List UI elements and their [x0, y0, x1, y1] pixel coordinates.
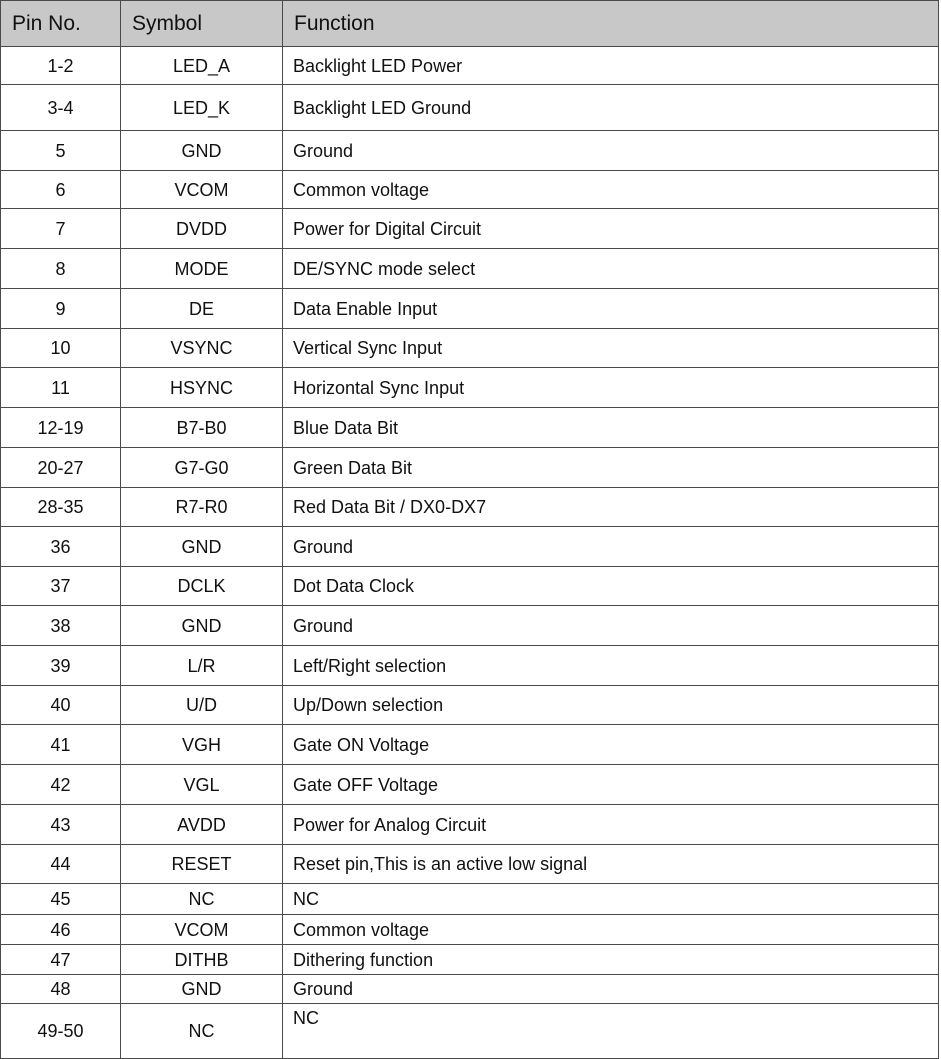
function-cell: Dithering function [283, 945, 939, 975]
pin-number-cell: 8 [1, 249, 121, 289]
function-cell: Green Data Bit [283, 448, 939, 488]
function-cell: Horizontal Sync Input [283, 368, 939, 408]
symbol-cell: GND [121, 975, 283, 1004]
table-row [1, 805, 939, 845]
table-row [1, 171, 939, 209]
pin-number-cell: 45 [1, 884, 121, 915]
symbol-cell: R7-R0 [121, 488, 283, 527]
table-row [1, 131, 939, 171]
pin-number-cell: 49-50 [1, 1004, 121, 1059]
table-row [1, 845, 939, 884]
symbol-cell: DVDD [121, 209, 283, 249]
symbol-cell: LED_A [121, 47, 283, 85]
table-row [1, 289, 939, 329]
function-cell: Red Data Bit / DX0-DX7 [283, 488, 939, 527]
table-row [1, 945, 939, 975]
pin-number-cell: 42 [1, 765, 121, 805]
function-cell: Common voltage [283, 171, 939, 209]
symbol-cell: DITHB [121, 945, 283, 975]
table-row [1, 725, 939, 765]
table-row [1, 329, 939, 368]
symbol-cell: GND [121, 131, 283, 171]
pin-number-cell: 11 [1, 368, 121, 408]
table-row [1, 209, 939, 249]
symbol-cell: VSYNC [121, 329, 283, 368]
symbol-cell: VCOM [121, 915, 283, 945]
function-cell: Left/Right selection [283, 646, 939, 686]
table-row [1, 85, 939, 131]
symbol-cell: B7-B0 [121, 408, 283, 448]
pin-number-cell: 44 [1, 845, 121, 884]
function-cell: Backlight LED Ground [283, 85, 939, 131]
pin-number-cell: 46 [1, 915, 121, 945]
header-row [1, 1, 939, 47]
table-row [1, 646, 939, 686]
function-cell: Blue Data Bit [283, 408, 939, 448]
symbol-cell: VGH [121, 725, 283, 765]
pin-number-cell: 1-2 [1, 47, 121, 85]
pin-number-cell: 9 [1, 289, 121, 329]
function-cell: Data Enable Input [283, 289, 939, 329]
table-row [1, 488, 939, 527]
symbol-cell: G7-G0 [121, 448, 283, 488]
pin-number-cell: 48 [1, 975, 121, 1004]
table-row [1, 368, 939, 408]
table-row [1, 975, 939, 1004]
symbol-cell: HSYNC [121, 368, 283, 408]
function-cell: Dot Data Clock [283, 567, 939, 606]
symbol-cell: L/R [121, 646, 283, 686]
pin-number-cell: 28-35 [1, 488, 121, 527]
pin-number-cell: 37 [1, 567, 121, 606]
function-cell: Backlight LED Power [283, 47, 939, 85]
pin-number-cell: 12-19 [1, 408, 121, 448]
function-cell: Reset pin,This is an active low signal [283, 845, 939, 884]
pin-number-cell: 6 [1, 171, 121, 209]
function-cell: Gate OFF Voltage [283, 765, 939, 805]
function-cell: Common voltage [283, 915, 939, 945]
function-cell: Ground [283, 527, 939, 567]
symbol-cell: DCLK [121, 567, 283, 606]
table-row [1, 686, 939, 725]
table-row [1, 408, 939, 448]
function-cell: NC [283, 884, 939, 915]
function-cell: Up/Down selection [283, 686, 939, 725]
table-row [1, 1004, 939, 1059]
table-row [1, 567, 939, 606]
pin-number-cell: 20-27 [1, 448, 121, 488]
symbol-cell: DE [121, 289, 283, 329]
symbol-cell: MODE [121, 249, 283, 289]
table-row [1, 765, 939, 805]
table-row [1, 915, 939, 945]
symbol-cell: AVDD [121, 805, 283, 845]
symbol-cell: VGL [121, 765, 283, 805]
symbol-cell: VCOM [121, 171, 283, 209]
function-cell: Ground [283, 131, 939, 171]
pin-number-cell: 7 [1, 209, 121, 249]
table-row [1, 884, 939, 915]
pin-number-cell: 38 [1, 606, 121, 646]
table-row [1, 448, 939, 488]
header-pin-no: Pin No. [1, 1, 121, 47]
pin-number-cell: 40 [1, 686, 121, 725]
table-row [1, 47, 939, 85]
function-cell: DE/SYNC mode select [283, 249, 939, 289]
pin-number-cell: 47 [1, 945, 121, 975]
symbol-cell: GND [121, 527, 283, 567]
symbol-cell: RESET [121, 845, 283, 884]
table-row [1, 527, 939, 567]
table-row [1, 249, 939, 289]
symbol-cell: GND [121, 606, 283, 646]
function-cell: Power for Digital Circuit [283, 209, 939, 249]
symbol-cell: U/D [121, 686, 283, 725]
symbol-cell: LED_K [121, 85, 283, 131]
symbol-cell: NC [121, 1004, 283, 1059]
pin-number-cell: 3-4 [1, 85, 121, 131]
pin-number-cell: 39 [1, 646, 121, 686]
pin-number-cell: 5 [1, 131, 121, 171]
function-cell: Ground [283, 975, 939, 1004]
pin-number-cell: 41 [1, 725, 121, 765]
header-symbol: Symbol [121, 1, 283, 47]
function-cell: Ground [283, 606, 939, 646]
function-cell: Power for Analog Circuit [283, 805, 939, 845]
function-cell: Vertical Sync Input [283, 329, 939, 368]
pin-number-cell: 36 [1, 527, 121, 567]
function-cell: Gate ON Voltage [283, 725, 939, 765]
pin-number-cell: 43 [1, 805, 121, 845]
table-body [1, 47, 939, 1059]
table-row [1, 606, 939, 646]
header-function: Function [283, 1, 939, 47]
function-cell: NC [283, 1004, 939, 1059]
symbol-cell: NC [121, 884, 283, 915]
pin-number-cell: 10 [1, 329, 121, 368]
